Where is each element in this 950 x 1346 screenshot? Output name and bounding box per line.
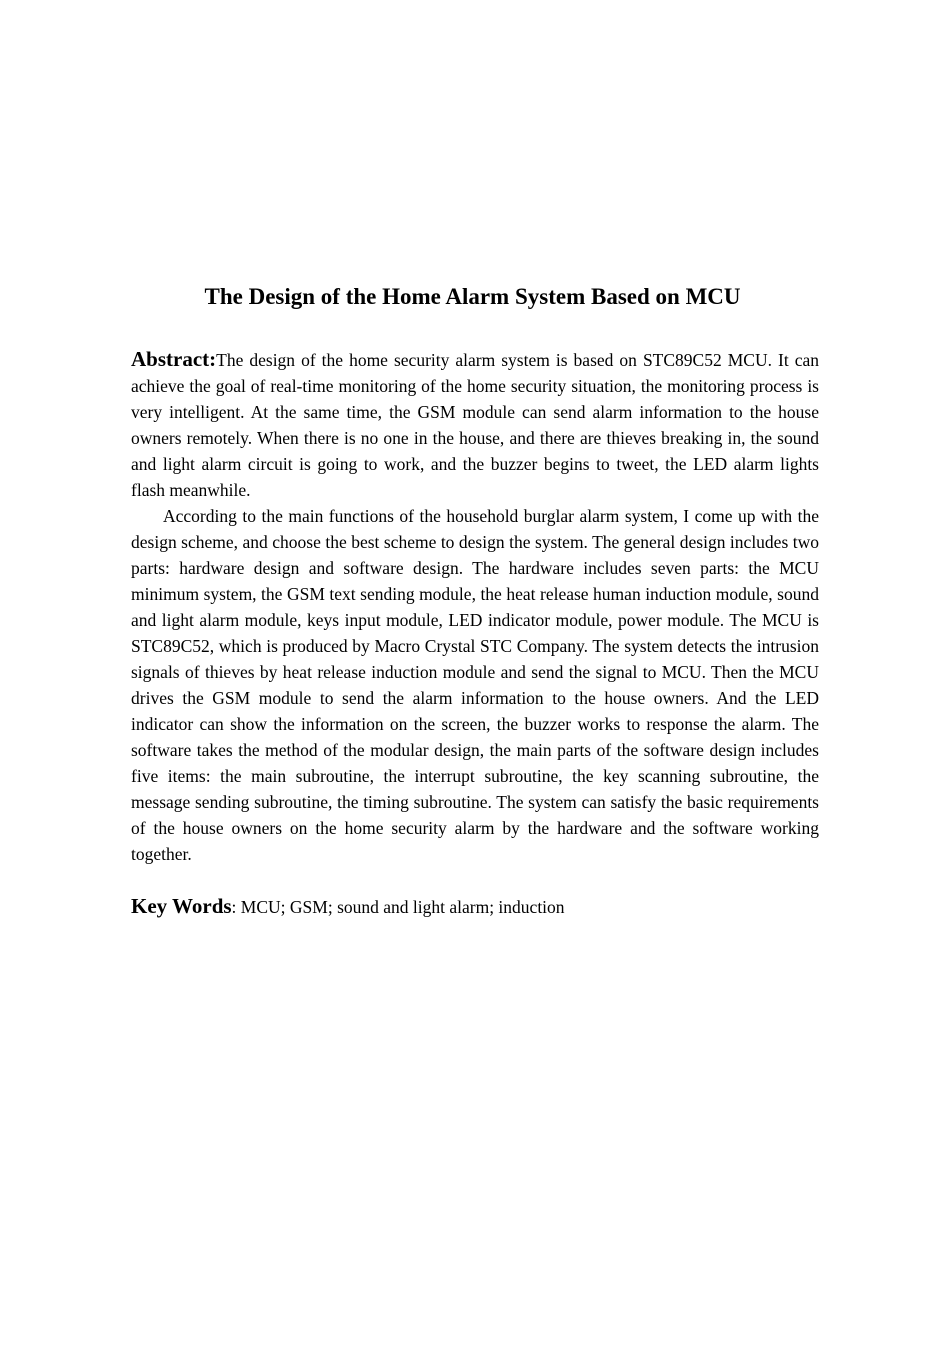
abstract-label: Abstract: <box>131 347 217 371</box>
keywords-line <box>131 891 819 922</box>
page-title: The Design of the Home Alarm System Based on MCU <box>204 284 741 309</box>
abstract-paragraph-1 <box>131 346 819 503</box>
keywords-separator: : <box>231 897 237 917</box>
abstract-paragraph-2: According to the main functions of the household burglar alarm system, I come up with the design scheme, and choose the best scheme to design the system. The general design includes two parts: hardware design and software design. The hardware includes seven parts: the MCU minimum system, the GSM text sending module, the heat release human induction module, sound and light alarm module, keys input module, LED indicator module, power module. The MCU is STC89C52, which is produced by Macro Crystal STC Company. The system detects the intrusion signals of thieves by heat release induction module and send the signal to MCU. Then the MCU drives the GSM module to send the alarm information to the house owners. And the LED indicator can show the information on the screen, the buzzer works to response the alarm. The software takes the method of the modular design, the main parts of the software design includes five items: the main subroutine, the interrupt subroutine, the key scanning subroutine, the message sending subroutine, the timing subroutine. The system can satisfy the basic requirements of the house owners on the home security alarm by the hardware and the software working together. <box>131 506 819 864</box>
keywords-text: MCU; GSM; sound and light alarm; induction <box>236 897 565 917</box>
abstract-text-1: The design of the home security alarm system is based on STC89C52 MCU. It can achieve the goal of real-time monitoring of the home security situation, the monitoring process is very intelligent. At the same time, the GSM module can send alarm information to the house owners remotely. When there is no one in the house, and there are thieves breaking in, the sound and light alarm circuit is going to work, and the buzzer begins to tweet, the LED alarm lights flash meanwhile. <box>131 350 819 500</box>
abstract-section <box>131 346 819 922</box>
keywords-label: Key Words <box>131 894 232 918</box>
